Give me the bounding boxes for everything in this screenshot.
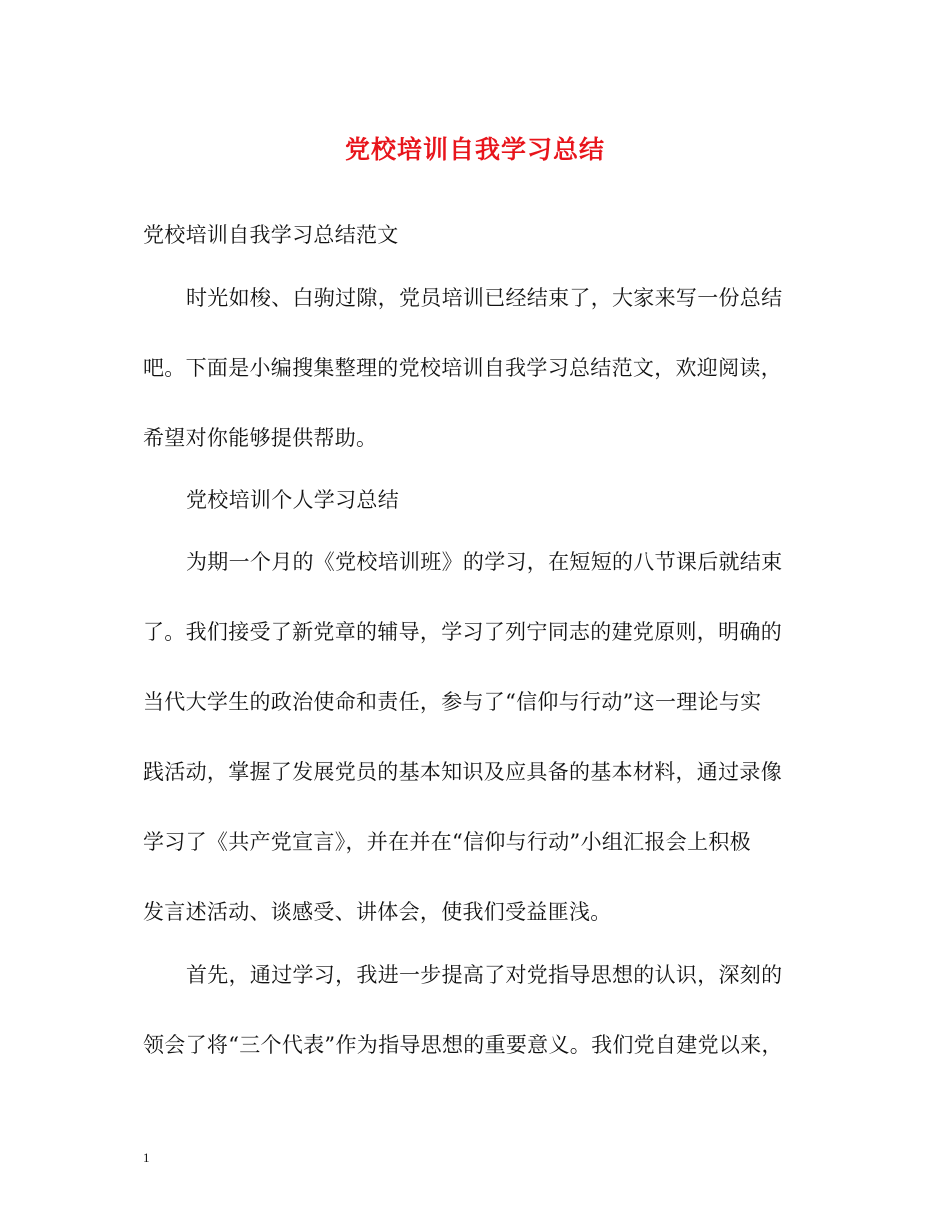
paragraph-line: 首先，通过学习，我进一步提高了对党指导思想的认识，深刻的 — [186, 963, 783, 987]
paragraph-line: 领会了将“三个代表”作为指导思想的重要意义。我们党自建党以来， — [143, 1033, 783, 1057]
paragraph-line: 当代大学生的政治使命和责任，参与了“信仰与行动”这一理论与实 — [143, 690, 762, 714]
paragraph-line: 践活动，掌握了发展党员的基本知识及应具备的基本材料，通过录像 — [143, 760, 782, 784]
paragraph-line: 希望对你能够提供帮助。 — [143, 426, 378, 450]
page-number: 1 — [143, 1150, 150, 1165]
document-subtitle: 党校培训自我学习总结范文 — [143, 223, 399, 247]
document-title: 党校培训自我学习总结 — [344, 135, 605, 164]
paragraph-line: 学习了《共产党宣言》，并在并在“信仰与行动”小组汇报会上积极 — [143, 830, 751, 854]
paragraph-line: 了。我们接受了新党章的辅导，学习了列宁同志的建党原则，明确的 — [143, 620, 782, 644]
paragraph-line: 吧。下面是小编搜集整理的党校培训自我学习总结范文，欢迎阅读， — [143, 356, 782, 380]
paragraph-line: 时光如梭、白驹过隙，党员培训已经结束了，大家来写一份总结 — [186, 286, 783, 310]
paragraph-line: 发言述活动、谈感受、讲体会，使我们受益匪浅。 — [143, 900, 612, 924]
paragraph-line: 为期一个月的《党校培训班》的学习，在短短的八节课后就结束 — [186, 550, 783, 574]
section-heading: 党校培训个人学习总结 — [186, 488, 399, 512]
